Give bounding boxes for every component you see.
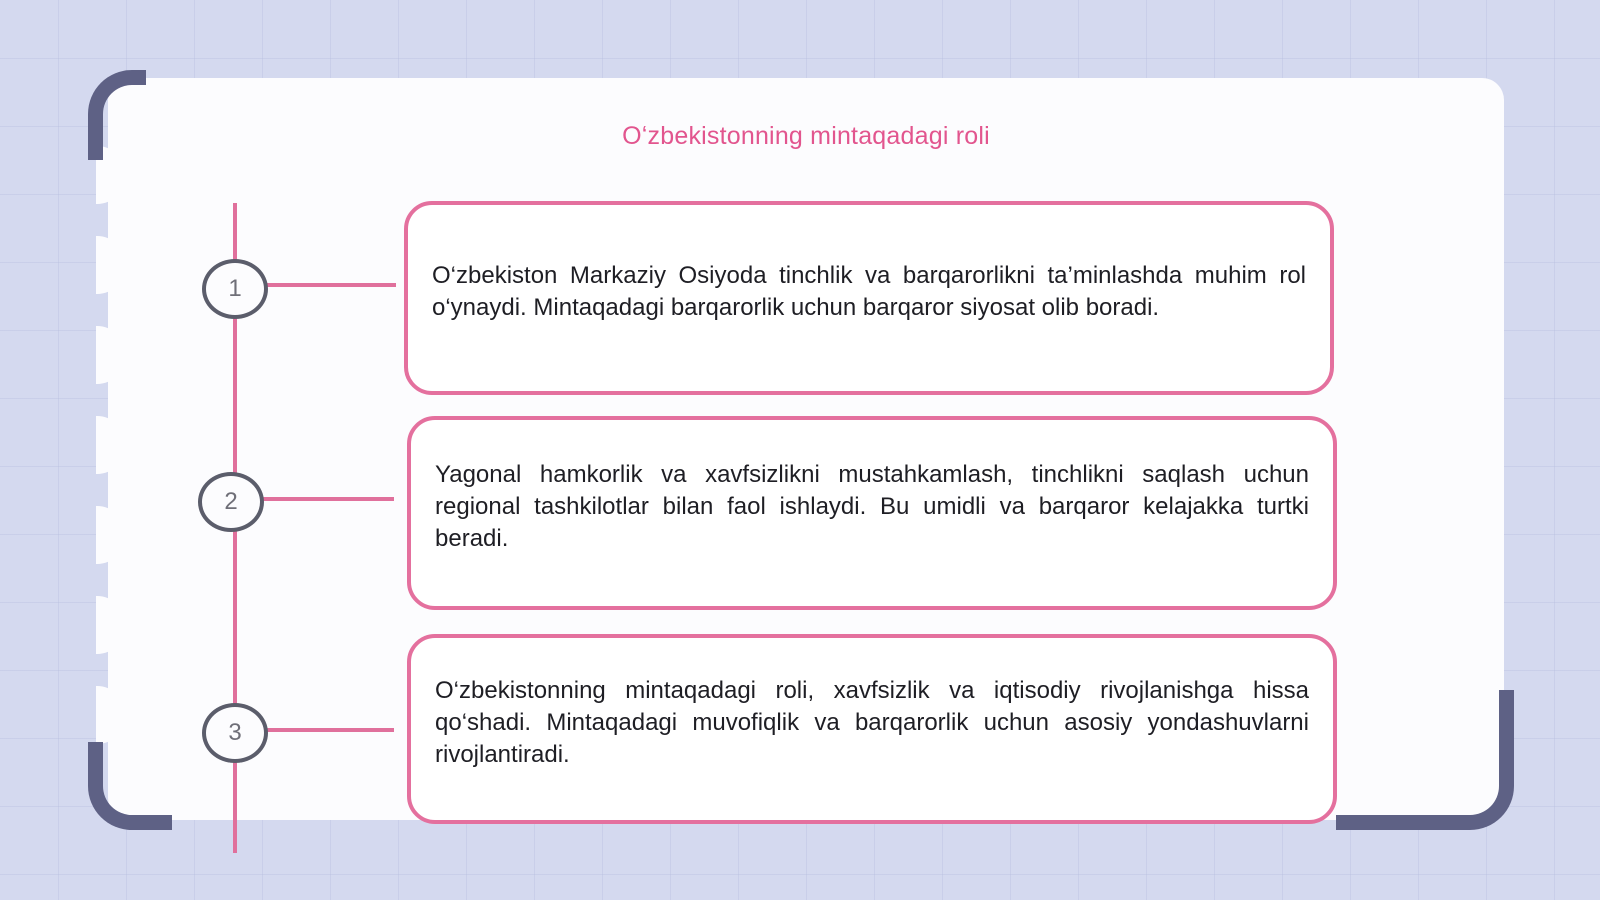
timeline-marker-number: 2 bbox=[224, 488, 238, 515]
timeline-connector-1 bbox=[262, 283, 396, 287]
timeline-item-3 bbox=[407, 634, 1337, 824]
timeline-item-1 bbox=[404, 201, 1334, 395]
frame-corner-bottom-right bbox=[1336, 690, 1514, 830]
slide-title: Oʻzbekistonning mintaqadagi roli bbox=[622, 122, 990, 150]
timeline-item-text: O‘zbekiston Markaziy Osiyoda tinchlik va barqarorlikni ta’minlashda muhim rol o‘ynaydi. Mintaqadagi barqarorlik uchun barqaror siyosat olib boradi. bbox=[432, 262, 1306, 321]
timeline-connector-2 bbox=[262, 497, 394, 501]
timeline-item-text: Yagonal hamkorlik va xavfsizlikni mustahkamlash, tinchlikni saqlash uchun regional tashkilotlar bilan faol ishlaydi. Bu umidli va barqaror kelajakka turtki beradi. bbox=[435, 461, 1309, 552]
timeline-marker-3 bbox=[202, 703, 268, 763]
timeline-marker-1 bbox=[202, 259, 268, 319]
timeline-connector-3 bbox=[262, 728, 394, 732]
timeline-item-2 bbox=[407, 416, 1337, 610]
timeline-marker-number: 1 bbox=[228, 275, 242, 302]
timeline-item-text: O‘zbekistonning mintaqadagi roli, xavfsizlik va iqtisodiy rivojlanishga hissa qo‘shadi. Mintaqadagi muvofiqlik va barqarorlik uchun asosiy yondashuvlarni rivojlantiradi. bbox=[435, 677, 1309, 768]
timeline-marker-2 bbox=[198, 472, 264, 532]
frame-corner-bottom-left bbox=[88, 742, 172, 830]
timeline-marker-number: 3 bbox=[228, 719, 242, 746]
